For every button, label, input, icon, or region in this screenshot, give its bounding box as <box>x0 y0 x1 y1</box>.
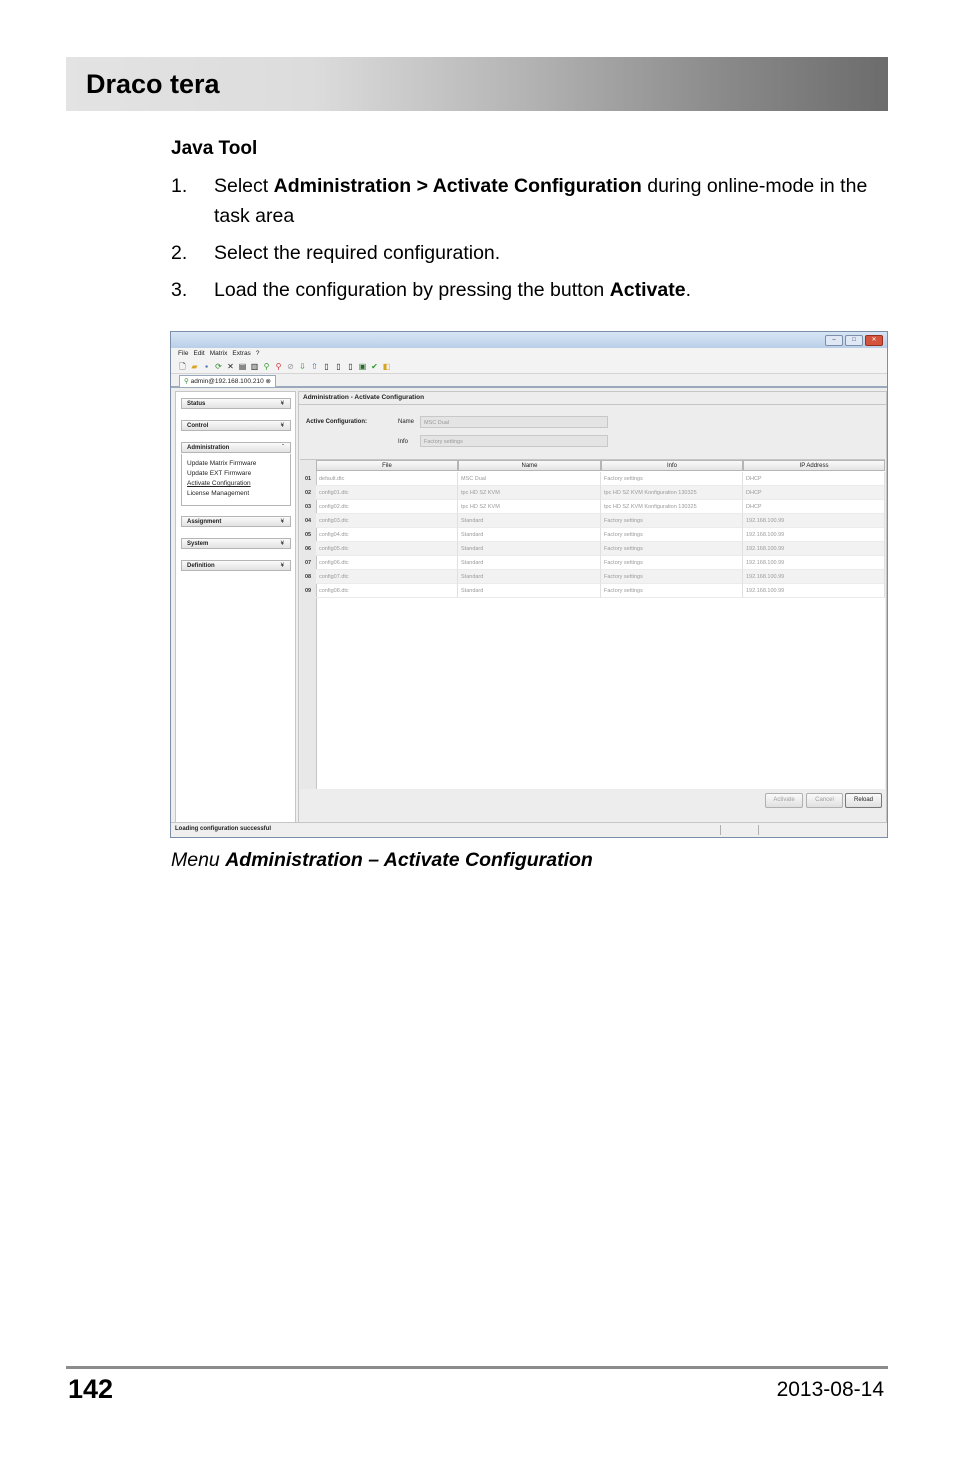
cell-name: Standard <box>458 570 601 584</box>
sidebar-system-label: System <box>187 541 209 547</box>
cell-info: tpc HD SZ KVM Konfiguration 130325 <box>601 500 743 514</box>
activate-button[interactable]: Activate <box>765 793 803 808</box>
step-text: . <box>685 279 691 301</box>
step-text: Select the required configuration. <box>214 242 501 264</box>
minimize-icon[interactable]: – <box>825 335 843 346</box>
column-ip-address[interactable]: IP Address <box>743 460 885 471</box>
document-icon[interactable]: ▯ <box>324 361 329 371</box>
new-file-icon[interactable]: 🗋 <box>179 361 186 371</box>
name-label: Name <box>398 419 415 425</box>
tab-label: admin@192.168.100.210 <box>190 378 264 385</box>
caption-prefix: Menu <box>171 849 226 871</box>
menu-bar <box>171 348 887 359</box>
table-row[interactable] <box>300 570 885 584</box>
cell-ip-address: 192.168.100.99 <box>743 528 885 542</box>
sidebar-control[interactable] <box>181 420 291 431</box>
stop-icon[interactable]: ⊘ <box>287 361 294 371</box>
step-number: 3. <box>171 279 188 301</box>
chevron-down-icon: ¥ <box>280 519 284 525</box>
check-icon[interactable]: ✔ <box>371 361 378 371</box>
info-label: Info <box>398 439 409 445</box>
step-2 <box>171 238 886 268</box>
download-icon[interactable]: ⇩ <box>299 361 306 371</box>
row-number: 07 <box>300 556 316 570</box>
sidebar-item-license-management[interactable]: License Management <box>187 490 250 497</box>
step-bold-text: Administration > Activate Configuration <box>273 175 642 197</box>
column-info[interactable]: Info <box>601 460 743 471</box>
refresh-icon[interactable]: ⟳ <box>215 361 222 371</box>
table-row[interactable] <box>300 542 885 556</box>
close-icon[interactable]: ✕ <box>865 335 883 346</box>
cell-ip-address: 192.168.100.99 <box>743 570 885 584</box>
cell-file: config01.dtc <box>316 486 458 500</box>
cell-name: Standard <box>458 514 601 528</box>
menu-help[interactable]: ? <box>255 350 260 357</box>
cell-info: Factory settings <box>601 542 743 556</box>
cell-file: config08.dtc <box>316 584 458 598</box>
screenshot-window <box>170 331 888 838</box>
cell-file: config02.dtc <box>316 500 458 514</box>
cut-icon[interactable]: ✕ <box>227 361 234 371</box>
reload-button[interactable]: Reload <box>845 793 882 808</box>
cell-ip-address: 192.168.100.99 <box>743 514 885 528</box>
configuration-table <box>300 459 885 789</box>
cell-name: MSC Dual <box>458 472 601 486</box>
table-row[interactable] <box>300 486 885 500</box>
column-file[interactable]: File <box>316 460 458 471</box>
cell-name: Standard <box>458 528 601 542</box>
sidebar-control-label: Control <box>187 423 209 429</box>
header-bar <box>66 57 888 111</box>
maximize-icon[interactable]: □ <box>845 335 863 346</box>
main-panel <box>298 391 887 823</box>
section-title: Java Tool <box>171 138 258 159</box>
sidebar-administration-label: Administration <box>187 445 230 451</box>
cell-file: config07.dtc <box>316 570 458 584</box>
menu-file[interactable]: File <box>178 350 189 357</box>
cell-info: Factory settings <box>601 514 743 528</box>
table-header <box>316 460 885 471</box>
copy-icon[interactable]: ▤ <box>238 361 247 371</box>
sidebar-assignment-label: Assignment <box>187 519 222 525</box>
cell-info: Factory settings <box>601 528 743 542</box>
step-number: 1. <box>171 175 188 197</box>
cell-ip-address: 192.168.100.99 <box>743 584 885 598</box>
row-number: 06 <box>300 542 316 556</box>
row-number: 03 <box>300 500 316 514</box>
sidebar-status-label: Status <box>187 401 206 407</box>
cancel-button[interactable]: Cancel <box>806 793 843 808</box>
sidebar-status[interactable] <box>181 398 291 409</box>
step-number: 2. <box>171 242 188 264</box>
activate-icon[interactable]: ◧ <box>382 361 391 371</box>
close-tab-icon[interactable]: ⊗ <box>265 378 271 385</box>
cell-file: default.dtc <box>316 472 458 486</box>
monitor-icon[interactable]: ▣ <box>358 361 367 371</box>
row-number: 02 <box>300 486 316 500</box>
cell-info: Factory settings <box>601 570 743 584</box>
step-3 <box>171 275 886 305</box>
main-title: Administration - Activate Configuration <box>299 392 886 405</box>
sidebar-administration[interactable] <box>181 442 291 453</box>
cell-info: tpc HD SZ KVM Konfiguration 130325 <box>601 486 743 500</box>
cell-file: config03.dtc <box>316 514 458 528</box>
cell-name: Standard <box>458 556 601 570</box>
cell-ip-address: DHCP <box>743 500 885 514</box>
table-row[interactable] <box>300 500 885 514</box>
step-text: Select <box>214 175 274 197</box>
table-row[interactable] <box>300 472 885 486</box>
active-config-label: Active Configuration: <box>306 419 367 425</box>
figure-caption <box>171 849 593 872</box>
row-number: 09 <box>300 584 316 598</box>
cell-info: Factory settings <box>601 584 743 598</box>
chevron-down-icon: ¥ <box>280 541 284 547</box>
sidebar-item-update-ext-firmware[interactable]: Update EXT Firmware <box>187 470 252 477</box>
chevron-down-icon: ¥ <box>280 563 284 569</box>
cell-info: Factory settings <box>601 556 743 570</box>
button-bar <box>299 790 884 820</box>
menu-matrix[interactable]: Matrix <box>209 350 228 357</box>
chevron-down-icon: ¥ <box>280 401 284 407</box>
paste-icon[interactable]: ▥ <box>250 361 259 371</box>
disconnect-icon[interactable]: ⚲ <box>275 361 282 371</box>
connect-icon[interactable]: ⚲ <box>263 361 270 371</box>
cell-ip-address: DHCP <box>743 486 885 500</box>
cell-file: config05.dtc <box>316 542 458 556</box>
import-icon[interactable]: ▯ <box>348 361 353 371</box>
sidebar-definition-label: Definition <box>187 563 215 569</box>
header-title: Draco tera <box>86 69 220 99</box>
upload-icon[interactable]: ⇧ <box>311 361 318 371</box>
tab-connection[interactable] <box>179 375 276 387</box>
step-bold-text: Activate <box>609 279 686 301</box>
cell-ip-address: 192.168.100.99 <box>743 556 885 570</box>
row-number: 05 <box>300 528 316 542</box>
chevron-up-icon: ˆ <box>282 445 284 451</box>
cell-name: tpc HD SZ KVM <box>458 486 601 500</box>
sidebar-assignment[interactable] <box>181 516 291 527</box>
administration-submenu <box>181 454 291 506</box>
footer-rule <box>66 1366 888 1369</box>
table-row[interactable] <box>300 514 885 528</box>
toolbar <box>171 359 887 374</box>
export-icon[interactable]: ▯ <box>336 361 341 371</box>
tab-row <box>171 374 887 388</box>
cell-ip-address: DHCP <box>743 472 885 486</box>
cell-name: Standard <box>458 584 601 598</box>
row-number: 08 <box>300 570 316 584</box>
row-number: 01 <box>300 472 316 486</box>
chevron-down-icon: ¥ <box>280 423 284 429</box>
caption-bold: Administration – Activate Configuration <box>225 849 593 871</box>
table-row[interactable] <box>300 528 885 542</box>
open-folder-icon[interactable]: ▰ <box>191 361 198 371</box>
table-row[interactable] <box>300 584 885 598</box>
footer-date: 2013-08-14 <box>776 1378 884 1401</box>
step-1 <box>171 171 886 231</box>
sidebar-definition[interactable] <box>181 560 291 571</box>
sidebar-item-update-matrix-firmware[interactable]: Update Matrix Firmware <box>187 460 257 467</box>
table-row[interactable] <box>300 556 885 570</box>
row-number: 04 <box>300 514 316 528</box>
page-number: 142 <box>68 1374 114 1404</box>
cell-name: tpc HD SZ KVM <box>458 500 601 514</box>
status-text: Loading configuration successful <box>175 826 272 832</box>
title-bar <box>171 332 887 348</box>
sidebar-system[interactable] <box>181 538 291 549</box>
step-text: during online-mode in the task area <box>214 175 868 227</box>
column-name[interactable]: Name <box>458 460 601 471</box>
cell-name: Standard <box>458 542 601 556</box>
sidebar <box>175 391 296 823</box>
step-text: Load the configuration by pressing the button <box>214 279 610 301</box>
save-icon[interactable]: ▪ <box>205 361 208 371</box>
status-bar <box>171 822 887 837</box>
info-field[interactable]: Factory settings <box>420 435 608 447</box>
menu-edit[interactable]: Edit <box>193 350 205 357</box>
sidebar-item-activate-configuration[interactable]: Activate Configuration <box>187 480 251 487</box>
cell-file: config04.dtc <box>316 528 458 542</box>
name-field[interactable]: MSC Dual <box>420 416 608 428</box>
cell-info: Factory settings <box>601 472 743 486</box>
menu-extras[interactable]: Extras <box>232 350 251 357</box>
plug-icon: ⚲ <box>184 378 189 385</box>
cell-file: config06.dtc <box>316 556 458 570</box>
cell-ip-address: 192.168.100.99 <box>743 542 885 556</box>
